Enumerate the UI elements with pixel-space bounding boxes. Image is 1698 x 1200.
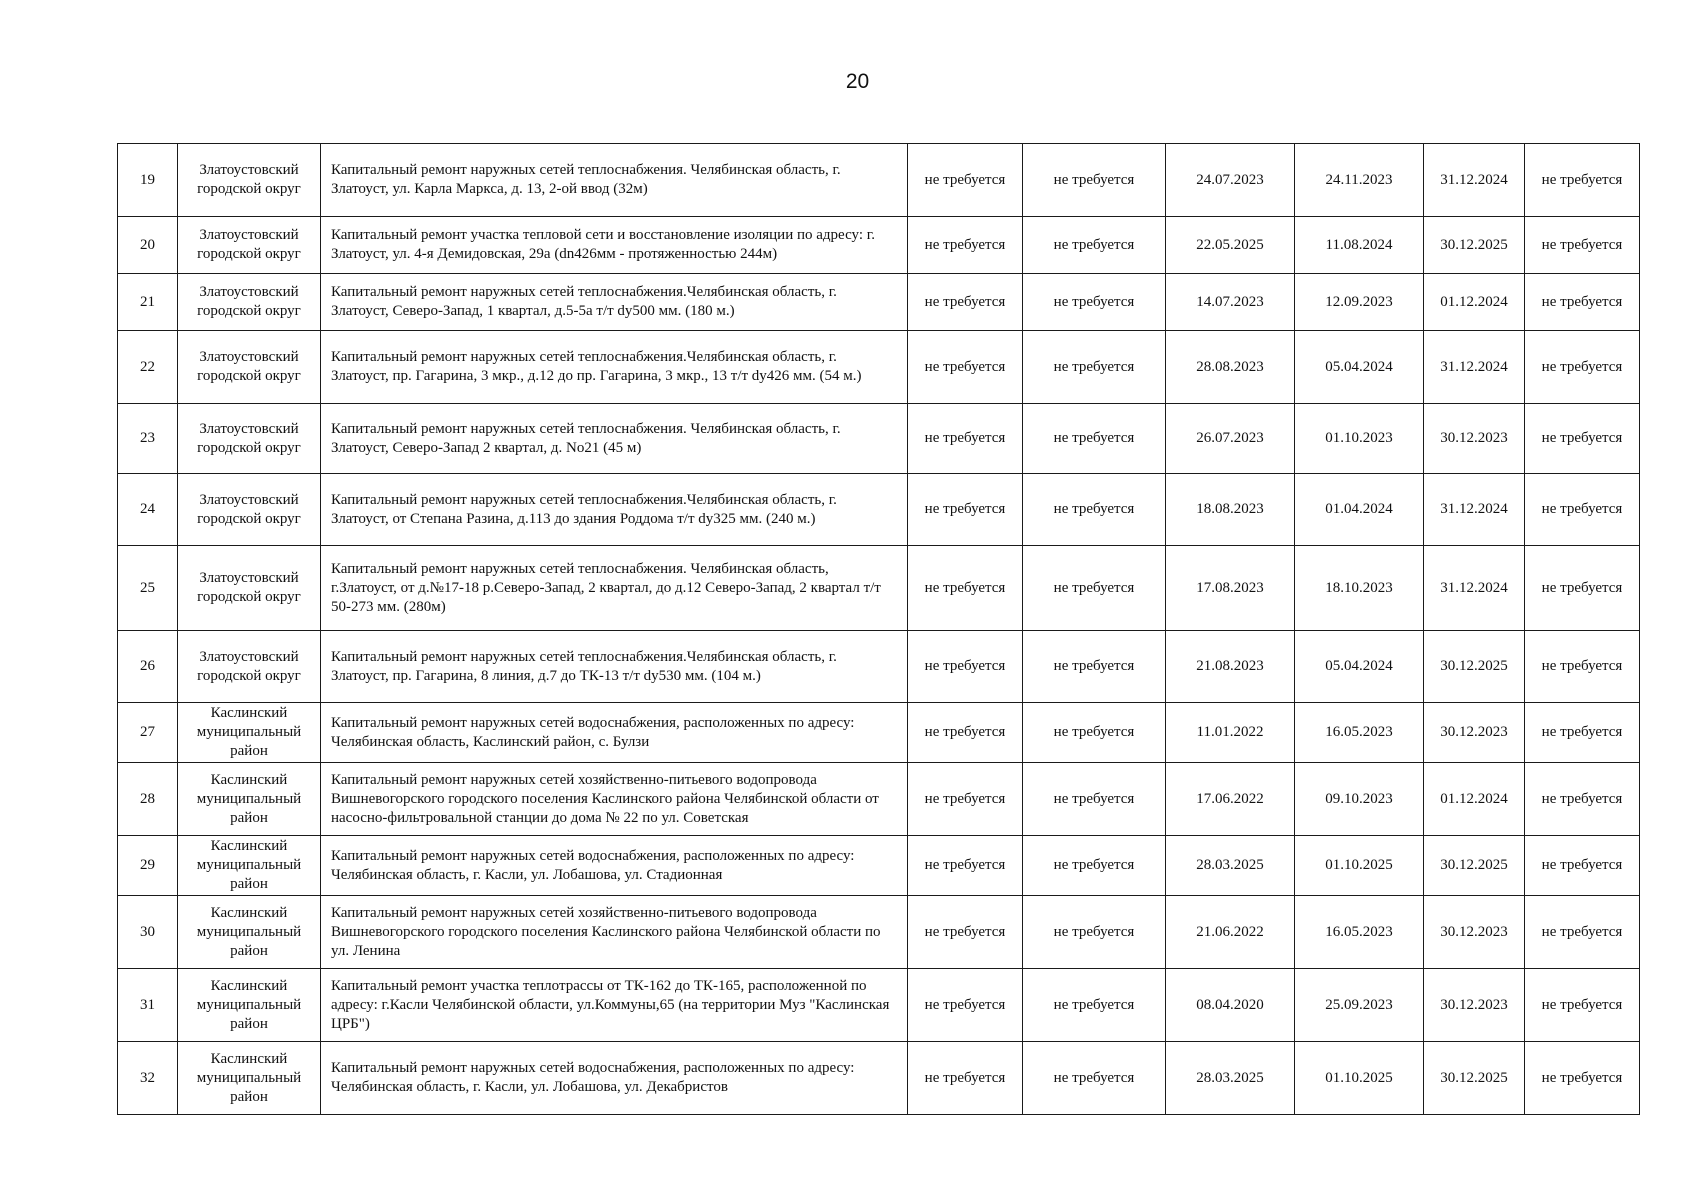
description-cell: Капитальный ремонт участка теплотрассы от ТК-162 до ТК-165, расположенной по адресу: г.Касли Челябинской области, ул.Коммуны,65 (на территории Муз "Каслинская ЦРБ")	[321, 969, 908, 1042]
table-row	[118, 331, 1640, 404]
requirement-cell-3: не требуется	[1525, 474, 1640, 546]
date-cell-3: 01.12.2024	[1424, 274, 1525, 331]
date-cell-3: 31.12.2024	[1424, 144, 1525, 217]
description-cell: Капитальный ремонт наружных сетей теплоснабжения.Челябинская область, г. Златоуст, пр. Гагарина, 8 линия, д.7 до ТК-13 т/т dy530 мм. (104 м.)	[321, 631, 908, 703]
district-cell: Златоустовский городской округ	[178, 217, 321, 274]
district-cell: Каслинский муниципальный район	[178, 763, 321, 836]
date-cell-3: 30.12.2025	[1424, 836, 1525, 896]
requirement-cell-3: не требуется	[1525, 836, 1640, 896]
table-row	[118, 763, 1640, 836]
requirement-cell-3: не требуется	[1525, 969, 1640, 1042]
requirement-cell-3: не требуется	[1525, 404, 1640, 474]
date-cell-2: 01.04.2024	[1295, 474, 1424, 546]
requirement-cell-2: не требуется	[1023, 217, 1166, 274]
description-cell: Капитальный ремонт наружных сетей хозяйственно-питьевого водопровода Вишневогорского городского поселения Каслинского района Челябинской области по ул. Ленина	[321, 896, 908, 969]
table-row	[118, 703, 1640, 763]
table-row	[118, 836, 1640, 896]
table-row	[118, 969, 1640, 1042]
row-number: 25	[118, 546, 178, 631]
row-number: 30	[118, 896, 178, 969]
requirement-cell-2: не требуется	[1023, 896, 1166, 969]
requirement-cell-2: не требуется	[1023, 1042, 1166, 1115]
description-cell: Капитальный ремонт наружных сетей хозяйственно-питьевого водопровода Вишневогорского городского поселения Каслинского района Челябинской области от насосно-фильтровальной станции до дома № 22 по ул. Советская	[321, 763, 908, 836]
date-cell-1: 18.08.2023	[1166, 474, 1295, 546]
district-cell: Златоустовский городской округ	[178, 474, 321, 546]
description-cell: Капитальный ремонт наружных сетей теплоснабжения. Челябинская область, г. Златоуст, Северо-Запад 2 квартал, д. No21 (45 м)	[321, 404, 908, 474]
requirement-cell-1: не требуется	[908, 546, 1023, 631]
date-cell-2: 24.11.2023	[1295, 144, 1424, 217]
date-cell-2: 25.09.2023	[1295, 969, 1424, 1042]
description-cell: Капитальный ремонт участка тепловой сети и восстановление изоляции по адресу: г. Златоуст, ул. 4-я Демидовская, 29а (dn426мм - протяженностью 244м)	[321, 217, 908, 274]
requirement-cell-3: не требуется	[1525, 703, 1640, 763]
description-cell: Капитальный ремонт наружных сетей теплоснабжения.Челябинская область, г. Златоуст, от Степана Разина, д.113 до здания Роддома т/т dy325 мм. (240 м.)	[321, 474, 908, 546]
date-cell-3: 31.12.2024	[1424, 546, 1525, 631]
description-cell: Капитальный ремонт наружных сетей водоснабжения, расположенных по адресу: Челябинская область, г. Касли, ул. Лобашова, ул. Стадионная	[321, 836, 908, 896]
date-cell-1: 17.08.2023	[1166, 546, 1295, 631]
requirement-cell-2: не требуется	[1023, 404, 1166, 474]
date-cell-2: 01.10.2025	[1295, 1042, 1424, 1115]
date-cell-3: 30.12.2025	[1424, 217, 1525, 274]
requirement-cell-2: не требуется	[1023, 546, 1166, 631]
requirement-cell-3: не требуется	[1525, 331, 1640, 404]
date-cell-2: 12.09.2023	[1295, 274, 1424, 331]
requirement-cell-2: не требуется	[1023, 703, 1166, 763]
requirement-cell-3: не требуется	[1525, 144, 1640, 217]
table-row	[118, 546, 1640, 631]
requirement-cell-3: не требуется	[1525, 763, 1640, 836]
requirement-cell-1: не требуется	[908, 274, 1023, 331]
requirement-cell-1: не требуется	[908, 404, 1023, 474]
date-cell-1: 08.04.2020	[1166, 969, 1295, 1042]
requirement-cell-2: не требуется	[1023, 631, 1166, 703]
requirement-cell-1: не требуется	[908, 331, 1023, 404]
date-cell-1: 26.07.2023	[1166, 404, 1295, 474]
requirement-cell-1: не требуется	[908, 969, 1023, 1042]
table-row	[118, 631, 1640, 703]
date-cell-1: 17.06.2022	[1166, 763, 1295, 836]
requirement-cell-1: не требуется	[908, 763, 1023, 836]
date-cell-1: 24.07.2023	[1166, 144, 1295, 217]
date-cell-1: 21.08.2023	[1166, 631, 1295, 703]
date-cell-3: 30.12.2025	[1424, 631, 1525, 703]
table-row	[118, 274, 1640, 331]
date-cell-1: 21.06.2022	[1166, 896, 1295, 969]
date-cell-1: 11.01.2022	[1166, 703, 1295, 763]
table-row	[118, 217, 1640, 274]
date-cell-2: 18.10.2023	[1295, 546, 1424, 631]
date-cell-2: 05.04.2024	[1295, 331, 1424, 404]
district-cell: Каслинский муниципальный район	[178, 836, 321, 896]
date-cell-1: 28.08.2023	[1166, 331, 1295, 404]
requirement-cell-3: не требуется	[1525, 546, 1640, 631]
date-cell-1: 22.05.2025	[1166, 217, 1295, 274]
row-number: 26	[118, 631, 178, 703]
date-cell-3: 30.12.2023	[1424, 969, 1525, 1042]
description-cell: Капитальный ремонт наружных сетей водоснабжения, расположенных по адресу: Челябинская область, Каслинский район, с. Булзи	[321, 703, 908, 763]
requirement-cell-3: не требуется	[1525, 631, 1640, 703]
row-number: 22	[118, 331, 178, 404]
requirement-cell-3: не требуется	[1525, 1042, 1640, 1115]
date-cell-2: 16.05.2023	[1295, 896, 1424, 969]
date-cell-3: 30.12.2023	[1424, 896, 1525, 969]
date-cell-2: 16.05.2023	[1295, 703, 1424, 763]
description-cell: Капитальный ремонт наружных сетей теплоснабжения. Челябинская область, г. Златоуст, ул. Карла Маркса, д. 13, 2-ой ввод (32м)	[321, 144, 908, 217]
date-cell-1: 28.03.2025	[1166, 1042, 1295, 1115]
works-table	[117, 143, 1640, 1115]
table-row	[118, 404, 1640, 474]
requirement-cell-2: не требуется	[1023, 144, 1166, 217]
row-number: 19	[118, 144, 178, 217]
table-row	[118, 474, 1640, 546]
date-cell-3: 30.12.2025	[1424, 1042, 1525, 1115]
district-cell: Златоустовский городской округ	[178, 331, 321, 404]
district-cell: Каслинский муниципальный район	[178, 969, 321, 1042]
row-number: 27	[118, 703, 178, 763]
requirement-cell-1: не требуется	[908, 217, 1023, 274]
row-number: 29	[118, 836, 178, 896]
date-cell-1: 28.03.2025	[1166, 836, 1295, 896]
description-cell: Капитальный ремонт наружных сетей теплоснабжения.Челябинская область, г. Златоуст, пр. Гагарина, 3 мкр., д.12 до пр. Гагарина, 3 мкр., 13 т/т dy426 мм. (54 м.)	[321, 331, 908, 404]
requirement-cell-2: не требуется	[1023, 331, 1166, 404]
requirement-cell-2: не требуется	[1023, 474, 1166, 546]
date-cell-3: 01.12.2024	[1424, 763, 1525, 836]
date-cell-3: 30.12.2023	[1424, 703, 1525, 763]
date-cell-2: 05.04.2024	[1295, 631, 1424, 703]
row-number: 24	[118, 474, 178, 546]
district-cell: Каслинский муниципальный район	[178, 1042, 321, 1115]
date-cell-3: 30.12.2023	[1424, 404, 1525, 474]
requirement-cell-3: не требуется	[1525, 274, 1640, 331]
district-cell: Златоустовский городской округ	[178, 404, 321, 474]
requirement-cell-1: не требуется	[908, 896, 1023, 969]
requirement-cell-3: не требуется	[1525, 217, 1640, 274]
date-cell-2: 01.10.2023	[1295, 404, 1424, 474]
district-cell: Златоустовский городской округ	[178, 144, 321, 217]
description-cell: Капитальный ремонт наружных сетей теплоснабжения.Челябинская область, г. Златоуст, Северо-Запад, 1 квартал, д.5-5а т/т dy500 мм. (180 м.)	[321, 274, 908, 331]
requirement-cell-3: не требуется	[1525, 896, 1640, 969]
date-cell-2: 01.10.2025	[1295, 836, 1424, 896]
date-cell-3: 31.12.2024	[1424, 331, 1525, 404]
district-cell: Каслинский муниципальный район	[178, 703, 321, 763]
requirement-cell-2: не требуется	[1023, 274, 1166, 331]
row-number: 32	[118, 1042, 178, 1115]
requirement-cell-1: не требуется	[908, 144, 1023, 217]
requirement-cell-2: не требуется	[1023, 836, 1166, 896]
row-number: 21	[118, 274, 178, 331]
date-cell-3: 31.12.2024	[1424, 474, 1525, 546]
requirement-cell-2: не требуется	[1023, 763, 1166, 836]
date-cell-2: 11.08.2024	[1295, 217, 1424, 274]
requirement-cell-1: не требуется	[908, 703, 1023, 763]
table-row	[118, 1042, 1640, 1115]
requirement-cell-1: не требуется	[908, 631, 1023, 703]
requirement-cell-1: не требуется	[908, 474, 1023, 546]
row-number: 23	[118, 404, 178, 474]
row-number: 28	[118, 763, 178, 836]
description-cell: Капитальный ремонт наружных сетей водоснабжения, расположенных по адресу: Челябинская область, г. Касли, ул. Лобашова, ул. Декабристов	[321, 1042, 908, 1115]
table-row	[118, 144, 1640, 217]
district-cell: Златоустовский городской округ	[178, 546, 321, 631]
row-number: 31	[118, 969, 178, 1042]
requirement-cell-2: не требуется	[1023, 969, 1166, 1042]
page-number: 20	[845, 70, 870, 93]
district-cell: Каслинский муниципальный район	[178, 896, 321, 969]
date-cell-2: 09.10.2023	[1295, 763, 1424, 836]
requirement-cell-1: не требуется	[908, 836, 1023, 896]
date-cell-1: 14.07.2023	[1166, 274, 1295, 331]
table-row	[118, 896, 1640, 969]
district-cell: Златоустовский городской округ	[178, 631, 321, 703]
description-cell: Капитальный ремонт наружных сетей теплоснабжения. Челябинская область, г.Златоуст, от д.№17-18 р.Северо-Запад, 2 квартал, до д.12 Северо-Запад, 2 квартал т/т 50-273 мм. (280м)	[321, 546, 908, 631]
requirement-cell-1: не требуется	[908, 1042, 1023, 1115]
district-cell: Златоустовский городской округ	[178, 274, 321, 331]
row-number: 20	[118, 217, 178, 274]
